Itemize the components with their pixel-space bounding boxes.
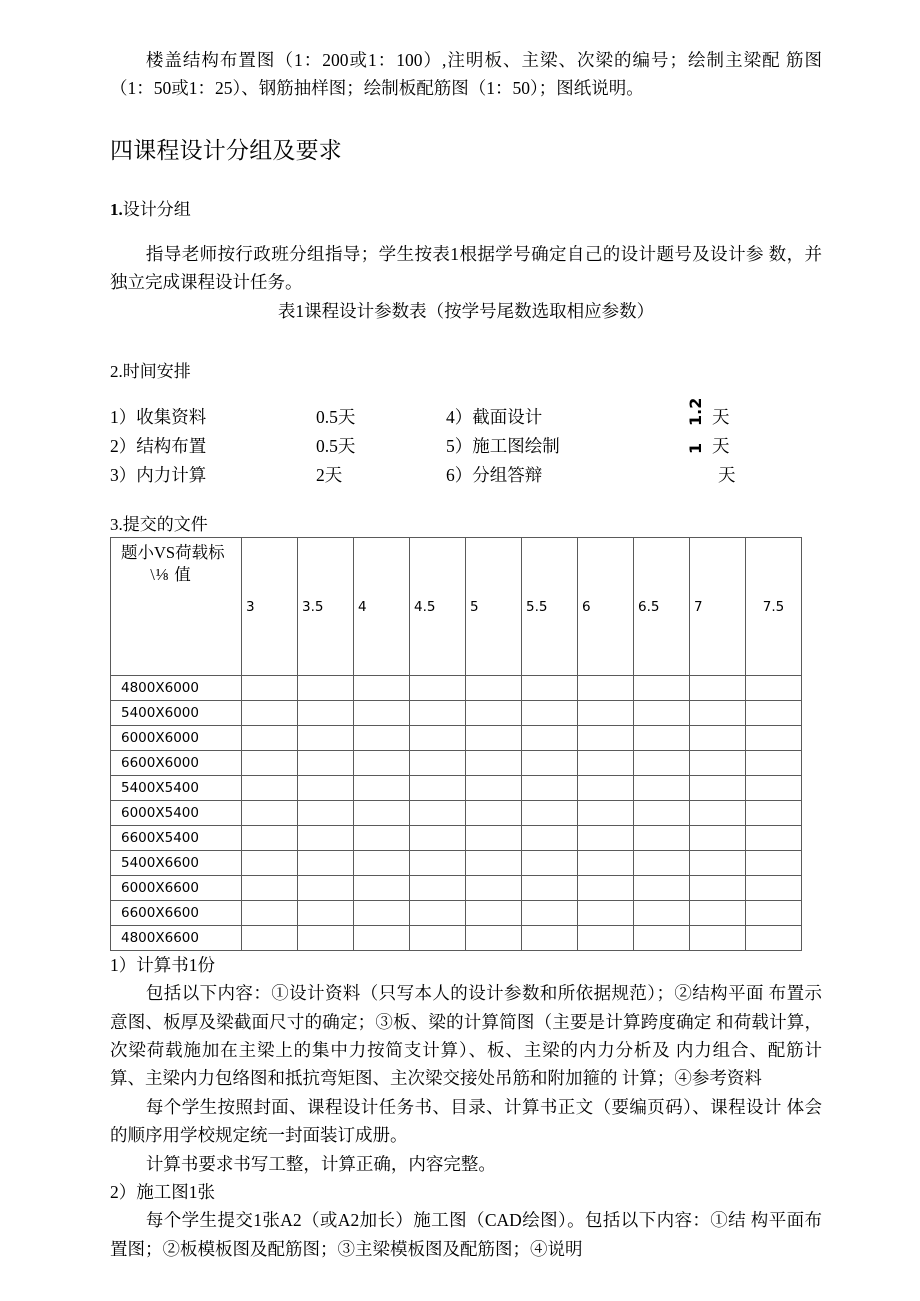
table-cell: [522, 776, 578, 801]
table-cell: [410, 926, 466, 951]
table-cell: [354, 776, 410, 801]
schedule-item-label: 1）收集资料: [110, 406, 207, 427]
rotated-duration-value: 1: [686, 442, 705, 454]
table-row: [111, 826, 802, 851]
grouping-body: 指导老师按行政班分组指导；学生按表1根据学号确定自己的设计题号及设计参 数，并独立完成课程设计任务。: [110, 244, 822, 293]
deliverable-2-title: 2）施工图1张: [110, 1181, 215, 1202]
table-cell: [354, 726, 410, 751]
table-cell: [634, 751, 690, 776]
table-cell: [578, 876, 634, 901]
column-header: 4.5: [410, 538, 466, 676]
table-cell: [466, 676, 522, 701]
table-cell: [298, 801, 354, 826]
table-cell: [410, 801, 466, 826]
intro-paragraph: 楼盖结构布置图（1：200或1：100）,注明板、主梁、次梁的编号；绘制主梁配 筋图（1：50或1：25）、钢筋抽样图；绘制板配筋图（1：50）；图纸说明。: [110, 50, 822, 99]
table-cell: [522, 926, 578, 951]
document-body: [110, 0, 822, 1263]
table-cell: [354, 826, 410, 851]
table-cell: [578, 901, 634, 926]
table-cell: [242, 826, 298, 851]
row-label: 5400X6000: [111, 701, 242, 726]
table-cell: [578, 926, 634, 951]
row-label: 4800X6600: [111, 926, 242, 951]
table-cell: [522, 801, 578, 826]
table-cell: [578, 751, 634, 776]
row-label: 5400X5400: [111, 776, 242, 801]
schedule-item-value: 0.5天: [316, 435, 356, 456]
table-cell: [410, 701, 466, 726]
table-row: [111, 901, 802, 926]
schedule-grid: [110, 397, 822, 490]
column-header: 5.5: [522, 538, 578, 676]
table-cell: [522, 826, 578, 851]
table-cell: [354, 876, 410, 901]
table-cell: [578, 776, 634, 801]
table-row: [111, 851, 802, 876]
row-label: 6000X6000: [111, 726, 242, 751]
table-cell: [746, 751, 802, 776]
spacer-schedule: [110, 385, 822, 403]
table-cell: [242, 726, 298, 751]
rotated-duration-numbers: [686, 397, 710, 492]
subheading-grouping-number: 1.: [110, 199, 123, 219]
schedule-item-label: 3）内力计算: [110, 464, 207, 485]
table-cell: [690, 876, 746, 901]
table-cell: [466, 901, 522, 926]
table-cell: [690, 826, 746, 851]
table-cell: [522, 676, 578, 701]
row-label: 4800X6000: [111, 676, 242, 701]
table-cell: [298, 676, 354, 701]
row-label: 6600X6000: [111, 751, 242, 776]
subheading-deliverables: 3.提交的文件: [110, 514, 208, 534]
table-cell: [634, 776, 690, 801]
table-cell: [746, 701, 802, 726]
schedule-item-value: 0.5天: [316, 406, 356, 427]
table-cell: [354, 801, 410, 826]
table-cell: [746, 676, 802, 701]
table-cell: [410, 826, 466, 851]
corner-line-1: 题小VS荷载标: [121, 543, 225, 563]
table-cell: [690, 901, 746, 926]
table-cell: [634, 851, 690, 876]
column-header: 6: [578, 538, 634, 676]
table-cell: [298, 851, 354, 876]
spacer-before-schedule: [110, 325, 822, 359]
table-cell: [466, 851, 522, 876]
table-cell: [746, 876, 802, 901]
table-cell: [690, 801, 746, 826]
table-cell: [746, 776, 802, 801]
table-cell: [410, 901, 466, 926]
table-row: [111, 876, 802, 901]
spacer-before-section: [110, 103, 822, 137]
table-cell: [410, 876, 466, 901]
table-cell: [634, 726, 690, 751]
table-cell: [522, 901, 578, 926]
deliverable-2-body: 每个学生提交1张A2（或A2加长）施工图（CAD绘图）。包括以下内容：①结 构平面布置图；②板模板图及配筋图；③主梁模板图及配筋图；④说明: [110, 1210, 822, 1259]
table-cell: [298, 751, 354, 776]
table-cell: [746, 726, 802, 751]
table-cell: [354, 751, 410, 776]
table-row: [111, 801, 802, 826]
row-label: 6000X5400: [111, 801, 242, 826]
schedule-item-label: 5）施工图绘制: [446, 435, 560, 456]
subheading-schedule: 2.时间安排: [110, 362, 191, 382]
schedule-item-label: 2）结构布置: [110, 435, 207, 456]
table-caption: 表1课程设计参数表（按学号尾数选取相应参数）: [277, 300, 655, 321]
duration-unit: 天: [712, 435, 730, 456]
table-cell: [690, 751, 746, 776]
table-row: [111, 676, 802, 701]
spacer-before-deliverables: [110, 490, 822, 512]
table-cell: [298, 826, 354, 851]
table-cell: [242, 901, 298, 926]
table-cell: [354, 926, 410, 951]
spacer-after-section: [110, 167, 822, 197]
table-cell: [522, 726, 578, 751]
table-cell: [466, 751, 522, 776]
deliverable-1-body: 包括以下内容：①设计资料（只写本人的设计参数和所依据规范）；②结构平面 布置示意图、板厚及梁截面尺寸的确定；③板、梁的计算简图（主要是计算跨度确定 和荷载计算，次梁荷载施加在主梁上的集中力按简支计算）、板、主梁的内力分析及 内力组合、配筋计算、主梁内力包络图和抵抗弯矩图、主次梁交接处吊筋和附加箍的 计算；④参考资料: [110, 983, 822, 1089]
table-cell: [410, 726, 466, 751]
table-cell: [354, 676, 410, 701]
table-cell: [466, 726, 522, 751]
table-cell: [242, 676, 298, 701]
table-cell: [298, 876, 354, 901]
subheading-grouping-label: 设计分组: [122, 199, 191, 219]
table-cell: [410, 676, 466, 701]
table-cell: [690, 776, 746, 801]
table-row: [111, 926, 802, 951]
table-corner-header: [111, 538, 242, 676]
table-cell: [354, 701, 410, 726]
table-row: [111, 726, 802, 751]
table-cell: [298, 701, 354, 726]
deliverable-1-body-3: 计算书要求书写工整，计算正确，内容完整。: [145, 1153, 496, 1174]
column-header: 5: [466, 538, 522, 676]
table-cell: [690, 726, 746, 751]
table-cell: [634, 926, 690, 951]
column-header: 4: [354, 538, 410, 676]
duration-unit: 天: [712, 406, 730, 427]
table-cell: [466, 926, 522, 951]
column-header: 6.5: [634, 538, 690, 676]
table-row: [111, 751, 802, 776]
table-body: [111, 676, 802, 951]
table-cell: [634, 676, 690, 701]
table-row: [111, 701, 802, 726]
table-row: [111, 776, 802, 801]
table-header-row: [111, 538, 802, 676]
deliverable-1-title: 1）计算书1份: [110, 955, 215, 976]
table-cell: [746, 826, 802, 851]
table-cell: [354, 901, 410, 926]
parameter-table: [110, 537, 802, 951]
table-cell: [746, 926, 802, 951]
duration-unit: 天: [718, 464, 736, 485]
row-label: 5400X6600: [111, 851, 242, 876]
table-cell: [634, 801, 690, 826]
table-cell: [298, 776, 354, 801]
table-cell: [466, 776, 522, 801]
deliverable-1-body-2: 每个学生按照封面、课程设计任务书、目录、计算书正文（要编页码）、课程设计 体会的顺序用学校规定统一封面装订成册。: [110, 1096, 822, 1146]
table-cell: [466, 701, 522, 726]
table-cell: [634, 901, 690, 926]
table-cell: [410, 751, 466, 776]
table-cell: [466, 801, 522, 826]
row-label: 6600X6600: [111, 901, 242, 926]
spacer-top: [110, 0, 822, 46]
table-cell: [634, 826, 690, 851]
table-cell: [690, 676, 746, 701]
column-header: 3: [242, 538, 298, 676]
table-cell: [242, 851, 298, 876]
table-cell: [578, 801, 634, 826]
table-cell: [242, 701, 298, 726]
column-header: 7.5: [746, 538, 802, 676]
table-cell: [298, 901, 354, 926]
schedule-item-value: 2天: [316, 464, 343, 485]
column-header: 7: [690, 538, 746, 676]
page-title: 四课程设计分组及要求: [110, 137, 342, 164]
table-cell: [578, 826, 634, 851]
rotated-duration-value: 1.2: [686, 397, 705, 426]
table-cell: [242, 751, 298, 776]
table-cell: [522, 876, 578, 901]
table-cell: [746, 801, 802, 826]
table-cell: [410, 776, 466, 801]
table-cell: [578, 851, 634, 876]
duration-unit-stack: [712, 403, 736, 490]
table-cell: [242, 926, 298, 951]
table-cell: [522, 701, 578, 726]
table-cell: [242, 876, 298, 901]
spacer-grouping: [110, 222, 822, 240]
table-cell: [634, 701, 690, 726]
table-cell: [466, 876, 522, 901]
table-cell: [746, 901, 802, 926]
table-cell: [634, 876, 690, 901]
table-cell: [298, 726, 354, 751]
column-header: 3.5: [298, 538, 354, 676]
table-cell: [522, 851, 578, 876]
table-cell: [410, 851, 466, 876]
table-cell: [354, 851, 410, 876]
schedule-item-label: 4）截面设计: [446, 406, 543, 427]
table-cell: [242, 776, 298, 801]
table-cell: [690, 851, 746, 876]
corner-line-2: \⅛ 值: [150, 564, 192, 584]
row-label: 6000X6600: [111, 876, 242, 901]
table-cell: [746, 851, 802, 876]
table-cell: [242, 801, 298, 826]
table-cell: [690, 701, 746, 726]
table-cell: [522, 751, 578, 776]
table-cell: [690, 926, 746, 951]
table-cell: [298, 926, 354, 951]
schedule-item-label: 6）分组答辩: [446, 464, 543, 485]
table-cell: [578, 676, 634, 701]
subheading-grouping: [110, 197, 822, 223]
table-cell: [578, 701, 634, 726]
table-cell: [466, 826, 522, 851]
table-cell: [578, 726, 634, 751]
row-label: 6600X5400: [111, 826, 242, 851]
